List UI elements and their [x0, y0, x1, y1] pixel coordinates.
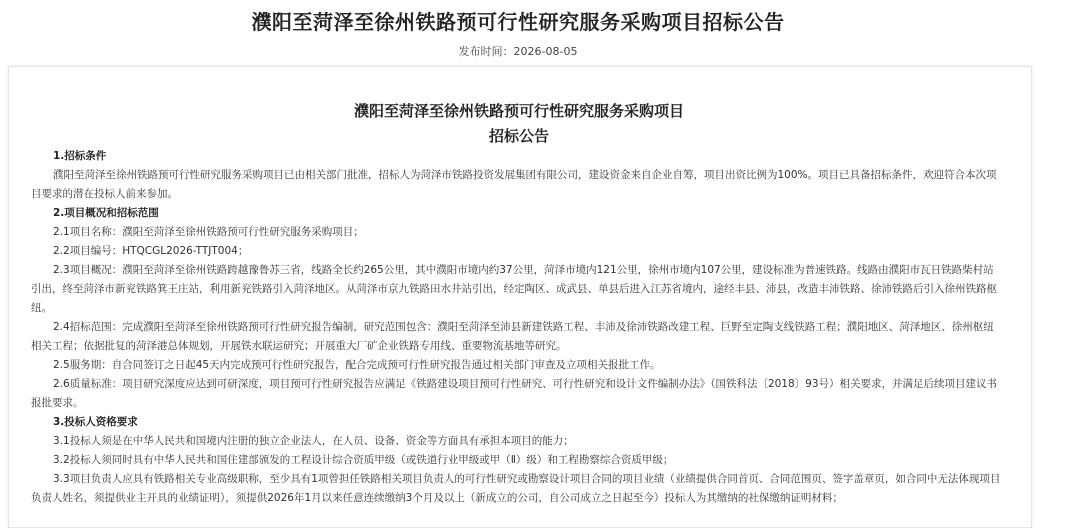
paragraph: 2.6质量标准：项目研究深度应达到可研深度，项目预可行性研究报告应满足《铁路建设项目预可行性研究、可行性研究和设计文件编制办法》（国铁科法〔2018〕93号）相关要求，并满足后续项目建议书报批要求。: [31, 378, 998, 409]
paragraph: 2.5服务期：自合同签订之日起45天内完成预可行性研究报告，配合完成预可行性研究报告通过相关部门审查及立项相关报批工作。: [53, 359, 661, 371]
page-title: 濮阳至菏泽至徐州铁路预可行性研究服务采购项目招标公告: [251, 10, 785, 34]
paragraph: 2.4招标范围：完成濮阳至菏泽至徐州铁路预可行性研究报告编制，研究范围包含：濮阳至菏泽至沛县新建铁路工程、丰沛及徐沛铁路改建工程、巨野至定陶支线铁路工程；濮阳地区、菏泽地区、徐州枢纽相关工程；依据批复的菏泽港总体规划，开展铁水联运研究；开展重大厂矿企业铁路专用线、重要物流基地等研究。: [31, 321, 994, 352]
section-heading: 1.招标条件: [53, 150, 107, 162]
paragraph: 3.2投标人须同时具有中华人民共和国住建部颁发的工程设计综合资质甲级（或铁道行业甲级或甲（Ⅱ）级）和工程勘察综合资质甲级；: [53, 454, 674, 466]
paragraph: 濮阳至菏泽至徐州铁路预可行性研究服务采购项目已由相关部门批准，招标人为菏泽市铁路投资发展集团有限公司，建设资金来自企业自筹，项目出资比例为100%。项目已具备招标条件，欢迎符合本次项目要求的潜在投标人前来参加。: [31, 169, 997, 200]
section-heading: 2.项目概况和招标范围: [53, 207, 159, 219]
document-subtitle: 招标公告: [488, 127, 549, 145]
page-header: [0, 0, 1080, 66]
section-heading: 3.投标人资格要求: [53, 416, 138, 428]
publish-time: 发布时间：2026-08-05: [458, 45, 578, 58]
paragraph: 3.3项目负责人应具有铁路相关专业高级职称，至少具有1项曾担任铁路相关项目负责人的可行性研究或勘察设计项目合同的项目业绩（业绩提供合同首页、合同范围页、签字盖章页，如合同中无法体现项目负责人姓名，须提供业主开具的业绩证明），须提供2026年1月以来任意连续缴纳3个月及以上（新成立的公司，自公司成立之日起至今）投标人为其缴纳的社保缴纳证明材料；: [31, 473, 1001, 504]
document-title: 濮阳至菏泽至徐州铁路预可行性研究服务采购项目: [353, 102, 684, 120]
paragraph: 3.1投标人须是在中华人民共和国境内注册的独立企业法人，在人员、设备、资金等方面具有承担本项目的能力；: [53, 435, 574, 447]
paragraph: 2.1项目名称：濮阳至菏泽至徐州铁路预可行性研究服务采购项目；: [53, 226, 364, 238]
paragraph: 2.3项目概况：濮阳至菏泽至徐州铁路跨越豫鲁苏三省，线路全长约265公里，其中濮阳市境内约37公里，菏泽市境内121公里，徐州市境内107公里，建设标准为普速铁路。线路由濮阳市瓦日铁路柴村站引出，终至菏泽市新兖铁路箕王庄站，利用新兖铁路引入菏泽地区。从菏泽市京九铁路田水井站引出，经定陶区、成武县、单县后进入江苏省境内，途经丰县、沛县，改造丰沛铁路、徐沛铁路后引入徐州铁路枢纽。: [31, 264, 997, 314]
document-body: [31, 147, 1001, 508]
paragraph: 2.2项目编号：HTQCGL2026-TTJT004；: [53, 245, 249, 257]
